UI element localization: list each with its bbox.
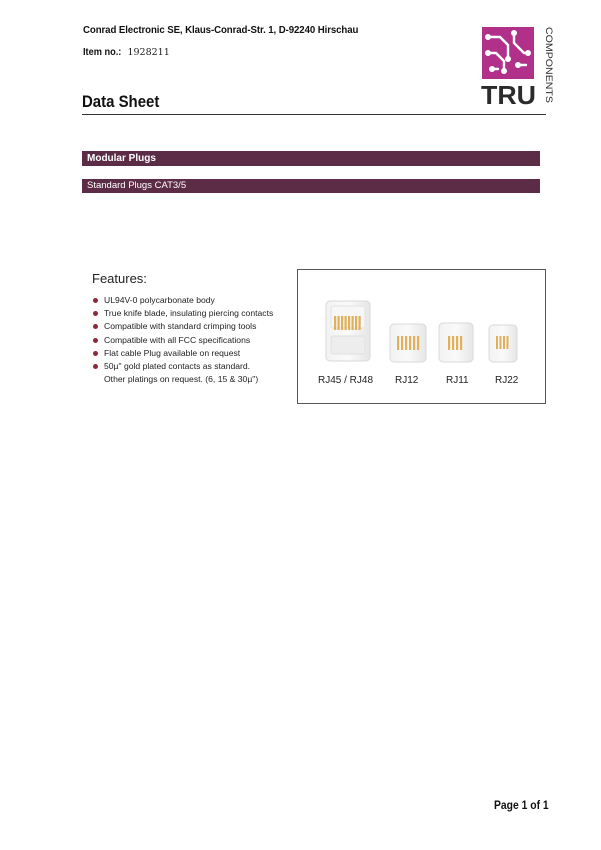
bullet-icon xyxy=(93,351,98,356)
bullet-icon xyxy=(93,298,98,303)
features-heading: Features: xyxy=(92,271,147,286)
logo-brand-text: TRU xyxy=(481,80,536,110)
list-item: UL94V-0 polycarbonate body xyxy=(92,294,273,307)
plug-label-rj11: RJ11 xyxy=(446,375,469,386)
bullet-icon xyxy=(93,324,98,329)
list-item-continuation: Other platings on request. (6, 15 & 30µ") xyxy=(104,374,259,385)
item-number-value: 1928211 xyxy=(127,47,170,58)
logo-sub-text: COMPONENTS xyxy=(544,27,554,92)
page-title: Data Sheet xyxy=(82,92,160,111)
rj12-plug-image xyxy=(390,324,426,362)
features-list xyxy=(92,294,273,386)
rj22-plug-image xyxy=(489,325,517,362)
bullet-icon xyxy=(93,338,98,343)
section-bar-modular-plugs: Modular Plugs xyxy=(82,151,540,166)
list-item: Compatible with all FCC specifications xyxy=(92,334,273,347)
page-number: Page 1 of 1 xyxy=(494,800,549,812)
bullet-icon xyxy=(93,311,98,316)
tru-components-logo xyxy=(478,25,554,110)
rj45-plug-image xyxy=(326,301,370,361)
bullet-icon xyxy=(93,364,98,369)
section-bar-standard-plugs: Standard Plugs CAT3/5 xyxy=(82,179,540,193)
item-number-line xyxy=(83,47,170,58)
list-item: Flat cable Plug available on request xyxy=(92,347,273,360)
plug-label-rj22: RJ22 xyxy=(495,375,519,386)
company-address: Conrad Electronic SE, Klaus-Conrad-Str. 1, D-92240 Hirschau xyxy=(83,24,359,36)
plug-label-rj12: RJ12 xyxy=(395,375,419,386)
list-item: Compatible with standard crimping tools xyxy=(92,320,273,333)
list-item: 50µ" gold plated contacts as standard. xyxy=(92,360,273,373)
plug-label-rj45: RJ45 / RJ48 xyxy=(318,375,374,386)
list-item: True knife blade, insulating piercing contacts xyxy=(92,307,273,320)
title-divider xyxy=(82,114,546,115)
rj11-plug-image xyxy=(439,323,473,362)
item-number-label: Item no.: xyxy=(83,47,122,58)
